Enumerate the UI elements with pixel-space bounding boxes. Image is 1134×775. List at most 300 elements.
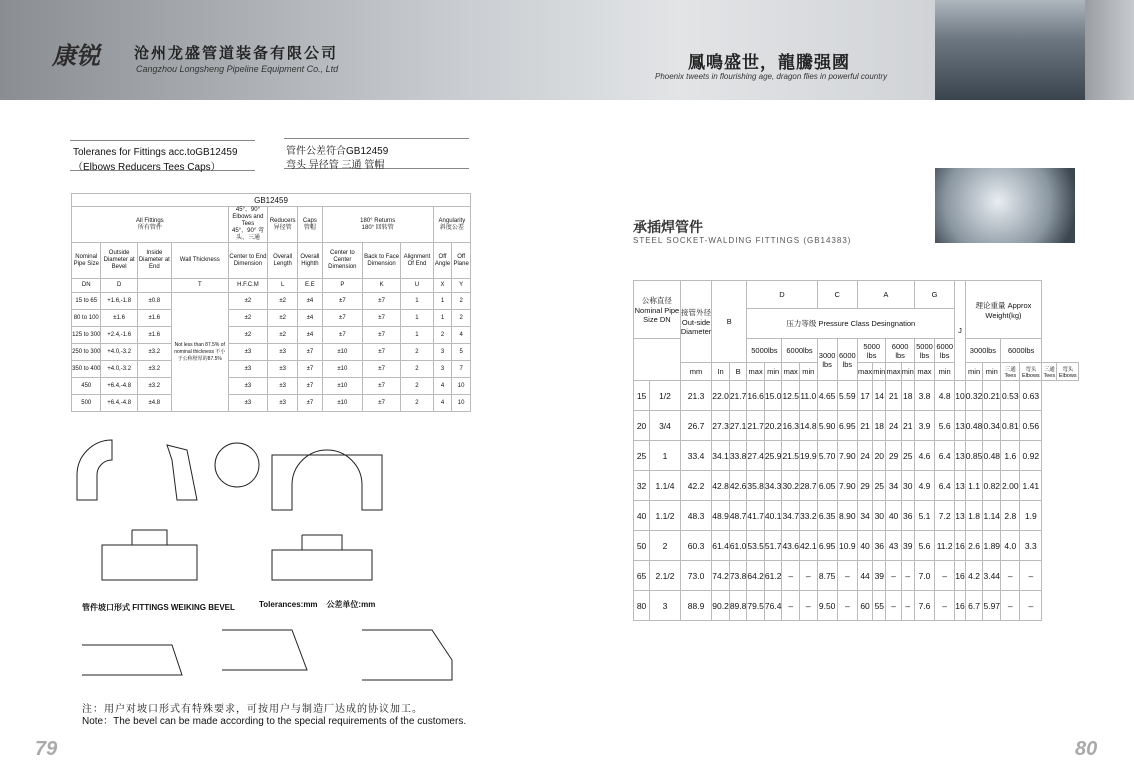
table-cell: 21.7 (747, 411, 765, 441)
elbow-drawing (77, 440, 112, 500)
table-cell: 61.0 (729, 531, 747, 561)
table-cell: ±3 (228, 378, 268, 395)
socket-weld-table (633, 280, 1079, 621)
table-cell: ±4.8 (137, 395, 171, 412)
table-cell: 34 (886, 471, 901, 501)
col-b: B (712, 281, 747, 363)
tolerance-title-en: Toleranes for Fittings acc.toGB12459 (73, 147, 238, 158)
table-cell: 79.5 (747, 591, 765, 621)
unit-cell: max (886, 363, 901, 381)
gb-col-symbol: DN (72, 279, 101, 293)
table-cell: ±3 (228, 395, 268, 412)
table-cell: 250 to 300 (72, 344, 101, 361)
col-weight: 理论重量 Approx Weight(kg) (965, 281, 1041, 339)
table-cell: – (800, 591, 818, 621)
table-cell: 4 (433, 378, 452, 395)
bevel-1-drawing (82, 645, 182, 675)
table-cell: 4.2 (965, 561, 983, 591)
table-cell: 16.3 (782, 411, 800, 441)
table-cell: 1/2 (650, 381, 681, 411)
table-cell: 5.59 (837, 381, 857, 411)
unit-cell: In (712, 363, 730, 381)
table-cell: 1.14 (983, 501, 1001, 531)
table-cell: 15 (634, 381, 650, 411)
logo: 康锐 (52, 41, 100, 70)
gb-col-symbol: X (433, 279, 452, 293)
group-label-cn: 斜度公差 (439, 224, 464, 231)
table-cell: – (782, 561, 800, 591)
unit-cell: min (873, 363, 886, 381)
table-cell: – (886, 561, 901, 591)
table-cell: ±7 (363, 361, 401, 378)
group-label-cn: 所有管件 (137, 224, 162, 231)
table-cell: 51.7 (764, 531, 782, 561)
dn-sub (634, 339, 681, 381)
table-cell: – (1020, 591, 1042, 621)
table-cell: – (886, 591, 901, 621)
table-cell: 3.9 (914, 411, 934, 441)
table-cell: 30.2 (782, 471, 800, 501)
table-cell: 48.7 (729, 501, 747, 531)
table-cell: 27.4 (747, 441, 765, 471)
gb-col-header: Inside Diameter at End (137, 243, 171, 279)
table-cell: 90.2 (712, 591, 730, 621)
table-cell: 1.8 (965, 501, 983, 531)
group-label: Angularity (438, 217, 466, 224)
table-cell: 1 (433, 310, 452, 327)
table-cell: 0.21 (983, 381, 1001, 411)
table-cell: 40 (886, 501, 901, 531)
table-cell: 7.2 (935, 501, 955, 531)
table-cell: 0.92 (1020, 441, 1042, 471)
table-cell: 40.1 (764, 501, 782, 531)
table-cell: 33.2 (800, 501, 818, 531)
group-returns (322, 207, 433, 243)
table-cell: 450 (72, 378, 101, 395)
table-cell: 10 (452, 395, 471, 412)
unit-cell: B (729, 363, 747, 381)
gb-col-header: Outside Diameter at Bevel (101, 243, 137, 279)
table-cell: +4.0,-3.2 (101, 344, 137, 361)
table-cell: 43.6 (782, 531, 800, 561)
unit-cell: max (747, 363, 765, 381)
socket-title-en: STEEL SOCKET-WALDING FITTINGS (GB14383) (633, 236, 852, 245)
table-cell: 28.7 (800, 471, 818, 501)
table-cell: 16 (955, 561, 965, 591)
table-cell: 50 (634, 531, 650, 561)
gb12459-table (71, 193, 471, 412)
group-caps (298, 207, 323, 243)
table-cell: 29 (886, 441, 901, 471)
table-cell: +2.4,-1.6 (101, 327, 137, 344)
table-cell: 60.3 (680, 531, 711, 561)
table-cell: ±7 (363, 327, 401, 344)
gb-col-symbol: P (322, 279, 362, 293)
header-right-fill (1085, 0, 1134, 100)
table-cell: 1.9 (1020, 501, 1042, 531)
table-cell: 40 (857, 531, 872, 561)
table-cell: +4.0,-3.2 (101, 361, 137, 378)
table-cell: – (1020, 561, 1042, 591)
table-cell: 2 (401, 344, 434, 361)
table-cell: ±7 (363, 378, 401, 395)
table-row (72, 378, 471, 395)
table-cell: 2 (401, 361, 434, 378)
tolerance-subtitle-cn: 弯头 异径管 三通 管帽 (286, 160, 385, 171)
table-cell: 2.00 (1001, 471, 1020, 501)
table-row (72, 395, 471, 412)
table-cell: – (901, 561, 914, 591)
table-cell: ±2 (268, 310, 298, 327)
table-cell: ±3 (228, 344, 268, 361)
table-cell: 2 (452, 293, 471, 310)
table-row (72, 293, 471, 310)
table-cell: 73.0 (680, 561, 711, 591)
note-cn: 注：用户对坡口形式有特殊要求，可按用户与制造厂达成的协议加工。 (82, 704, 423, 715)
col-dn: 公称直径 Nominal Pipe Size DN (634, 281, 681, 339)
table-cell: ±10 (322, 361, 362, 378)
table-cell: 43 (886, 531, 901, 561)
col-a: A (857, 281, 914, 309)
table-cell: 1.89 (983, 531, 1001, 561)
unit-cell: 弯头 Elbows (1020, 363, 1042, 381)
table-cell: 33.8 (729, 441, 747, 471)
table-cell: 25 (873, 471, 886, 501)
table-cell: 33.4 (680, 441, 711, 471)
table-cell: 24 (857, 441, 872, 471)
table-cell: 5.97 (983, 591, 1001, 621)
bevel-2-drawing (222, 630, 307, 670)
table-cell: 6.4 (935, 441, 955, 471)
table-cell: 0.85 (965, 441, 983, 471)
table-row (634, 411, 1079, 441)
pressure-class: 压力等级 Pressure Class Desingnation (747, 309, 955, 339)
d-5000: 5000lbs (747, 339, 782, 363)
table-cell: 3.3 (1020, 531, 1042, 561)
table-row (634, 561, 1079, 591)
table-cell: +6.4,-4.8 (101, 395, 137, 412)
table-cell: 27.1 (729, 411, 747, 441)
table-cell: ±1.6 (101, 310, 137, 327)
unit-cell: min (983, 363, 1001, 381)
table-cell: 41.7 (747, 501, 765, 531)
table-cell: 0.81 (1001, 411, 1020, 441)
table-cell: 13 (955, 471, 965, 501)
table-cell: 14 (873, 381, 886, 411)
tolerance-unit-en: Tolerances:mm (259, 600, 318, 609)
table-cell: 61.4 (712, 531, 730, 561)
table-cell: ±3 (268, 344, 298, 361)
unit-cell: 三通 Tees (1042, 363, 1057, 381)
table-cell: – (837, 561, 857, 591)
table-cell: 13 (955, 501, 965, 531)
table-cell: – (1001, 561, 1020, 591)
table-cell: 61.2 (764, 561, 782, 591)
gb-col-header: Nominal Pipe Size (72, 243, 101, 279)
page-number-right: 80 (1075, 738, 1098, 760)
tolerance-unit-cn: 公差单位:mm (326, 600, 376, 609)
table-cell: 125 to 300 (72, 327, 101, 344)
table-cell: ±7 (363, 293, 401, 310)
tolerance-subtitle-en: （Elbows Reducers Tees Caps） (73, 162, 221, 173)
table-cell: ±3 (268, 395, 298, 412)
table-cell: 1 (650, 441, 681, 471)
table-cell: ±3 (268, 361, 298, 378)
table-cell: 42.8 (712, 471, 730, 501)
table-row (634, 441, 1079, 471)
table-cell: 1 (433, 293, 452, 310)
unit-cell: mm (680, 363, 711, 381)
group-angularity (433, 207, 470, 243)
table-cell: ±2 (268, 327, 298, 344)
group-label: Reducers (269, 217, 296, 224)
table-cell: 48.3 (680, 501, 711, 531)
group-label-cn: 45°、90° 弯头、三通 (232, 228, 264, 241)
gb-col-symbol: T (171, 279, 228, 293)
table-cell: ±7 (363, 310, 401, 327)
table-cell: 8.75 (817, 561, 837, 591)
table-cell: 500 (72, 395, 101, 412)
group-reducers (268, 207, 298, 243)
table-cell: 34.3 (764, 471, 782, 501)
table-cell: 32 (634, 471, 650, 501)
table-cell: 25 (901, 441, 914, 471)
table-cell: 3 (433, 344, 452, 361)
d-6000: 6000lbs (782, 339, 817, 363)
table-cell: 6.95 (837, 411, 857, 441)
table-cell: 42.6 (729, 471, 747, 501)
table-cell: 29 (857, 471, 872, 501)
table-cell: 4.8 (935, 381, 955, 411)
unit-cell: max (782, 363, 800, 381)
table-cell: ±3 (268, 378, 298, 395)
a-6000: 6000 lbs (886, 339, 914, 363)
table-cell: 18 (873, 411, 886, 441)
group-elbows (228, 207, 268, 243)
table-cell: 7.6 (914, 591, 934, 621)
table-cell: – (1001, 591, 1020, 621)
elbow45-drawing (167, 445, 197, 500)
table-cell: 76.4 (764, 591, 782, 621)
col-c: C (817, 281, 857, 309)
table-cell: 20 (873, 441, 886, 471)
table-cell: 25 (634, 441, 650, 471)
bevel-3-drawing (362, 630, 452, 680)
table-cell: 3 (650, 591, 681, 621)
table-cell: 30 (901, 471, 914, 501)
unit-cell: min (935, 363, 955, 381)
table-cell: 15 to 65 (72, 293, 101, 310)
table-cell: 14.8 (800, 411, 818, 441)
table-cell: 0.82 (983, 471, 1001, 501)
table-cell: 21.5 (782, 441, 800, 471)
table-cell: 34.7 (782, 501, 800, 531)
gb-col-header: Off Plane (452, 243, 471, 279)
table-cell: 65 (634, 561, 650, 591)
unit-cell: max (914, 363, 934, 381)
group-label-cn: 管帽 (303, 224, 316, 231)
table-cell: ±3 (228, 361, 268, 378)
table-cell: 6.7 (965, 591, 983, 621)
table-cell: 10 (955, 381, 965, 411)
table-cell: 6.95 (817, 531, 837, 561)
table-cell: ±0.8 (137, 293, 171, 310)
gb-col-symbol: D (101, 279, 137, 293)
table-cell: 39 (873, 561, 886, 591)
table-cell: 73.8 (729, 561, 747, 591)
gb-col-symbol: K (363, 279, 401, 293)
table-cell: ±7 (298, 395, 323, 412)
table-cell: 60 (857, 591, 872, 621)
table-cell: 21.3 (680, 381, 711, 411)
table-cell: 88.9 (680, 591, 711, 621)
group-label: 45°、90° Elbows and Tees (232, 207, 264, 227)
table-cell: +1.6,-1.8 (101, 293, 137, 310)
gb-col-symbol (137, 279, 171, 293)
company-name-en: Cangzhou Longsheng Pipeline Equipment Co., Ltd (136, 64, 339, 74)
table-cell: 5.70 (817, 441, 837, 471)
table-cell: 36 (901, 501, 914, 531)
unit-cell: min (965, 363, 983, 381)
table-cell: ±7 (363, 344, 401, 361)
table-cell: 39 (901, 531, 914, 561)
table-cell: 5.6 (935, 411, 955, 441)
table-row (634, 501, 1079, 531)
gb-col-symbol: L (268, 279, 298, 293)
group-label: 180° Returns (360, 217, 396, 224)
table-cell: 0.48 (965, 411, 983, 441)
table-cell: 13 (955, 441, 965, 471)
table-cell: 27.3 (712, 411, 730, 441)
col-d: D (747, 281, 817, 309)
table-cell: 1.1/2 (650, 501, 681, 531)
table-cell: 1 (401, 293, 434, 310)
col-g: G (914, 281, 954, 309)
group-all-fittings (72, 207, 229, 243)
table-cell: 34 (857, 501, 872, 531)
table-cell: 74.2 (712, 561, 730, 591)
gb-col-header: Center to End Dimension (228, 243, 268, 279)
table-cell: 4.65 (817, 381, 837, 411)
gb-col-header: Back to Face Dimension (363, 243, 401, 279)
table-cell: 2 (433, 327, 452, 344)
table-cell: – (935, 561, 955, 591)
return-drawing (272, 450, 382, 510)
table-cell: 2.8 (1001, 501, 1020, 531)
table-cell: 10.9 (837, 531, 857, 561)
table-cell: ±4 (298, 293, 323, 310)
table-cell: 3.44 (983, 561, 1001, 591)
table-cell: 35.8 (747, 471, 765, 501)
col-od: 接管外径 Out-side Diameter (680, 281, 711, 363)
table-row (634, 591, 1079, 621)
w-6000: 6000lbs (1001, 339, 1042, 363)
tee-top-drawing (215, 443, 259, 487)
wall-note: Not less than 87.5% of nominal thickness 不小于公称壁厚的87.5% (171, 293, 228, 412)
ship-photo (935, 0, 1085, 100)
gb-col-symbol: H.F.C.M (228, 279, 268, 293)
divider (284, 138, 469, 139)
table-cell: 8.90 (837, 501, 857, 531)
tolerance-title-cn: 管件公差符合GB12459 (286, 146, 389, 157)
table-cell: 3/4 (650, 411, 681, 441)
table-row (634, 531, 1079, 561)
table-cell: 9.50 (817, 591, 837, 621)
table-cell: 16 (955, 591, 965, 621)
table-cell: 2 (401, 378, 434, 395)
table-cell: 10 (452, 378, 471, 395)
table-cell: 5.6 (914, 531, 934, 561)
company-name-cn: 沧州龙盛管道装备有限公司 (134, 45, 339, 62)
table-cell: 80 (634, 591, 650, 621)
table-cell: 1.1 (965, 471, 983, 501)
table-cell: ±3.2 (137, 344, 171, 361)
table-cell: 1 (401, 310, 434, 327)
table-cell: 6.05 (817, 471, 837, 501)
bevel-drawings (72, 430, 472, 700)
table-cell: 42.1 (800, 531, 818, 561)
table-cell: 36 (873, 531, 886, 561)
table-cell: ±7 (322, 310, 362, 327)
table-cell: 7.90 (837, 441, 857, 471)
table-cell: 55 (873, 591, 886, 621)
g-5000: 5000 lbs (914, 339, 934, 363)
table-cell: 21 (901, 411, 914, 441)
gb-col-header: Off Angle (433, 243, 452, 279)
tolerance-unit (259, 599, 375, 610)
table-cell: – (901, 591, 914, 621)
table-cell: ±10 (322, 378, 362, 395)
table-cell: 350 to 400 (72, 361, 101, 378)
table-cell: 22.0 (712, 381, 730, 411)
table-row (634, 381, 1079, 411)
gb-col-header: Overall Length (268, 243, 298, 279)
table-cell: ±1.6 (137, 310, 171, 327)
table-row (72, 361, 471, 378)
table-cell: ±7 (322, 327, 362, 344)
table-cell: ±10 (322, 344, 362, 361)
page-number-left: 79 (35, 738, 58, 760)
table-cell: ±3.2 (137, 361, 171, 378)
reducer-drawing (272, 535, 372, 580)
table-cell: 1.1/4 (650, 471, 681, 501)
table-cell: 21 (886, 381, 901, 411)
table-cell: 11.0 (800, 381, 818, 411)
table-cell: 11.2 (935, 531, 955, 561)
table-cell: 15.0 (764, 381, 782, 411)
table-cell: 4 (433, 395, 452, 412)
table-row (72, 310, 471, 327)
table-cell: 25.9 (764, 441, 782, 471)
table-cell: 34.1 (712, 441, 730, 471)
table-cell: 13 (955, 411, 965, 441)
table-cell: 1.6 (1001, 441, 1020, 471)
table-cell: 0.63 (1020, 381, 1042, 411)
c-6000: 6000 lbs (837, 339, 857, 381)
table-cell: 20 (634, 411, 650, 441)
table-cell: 6.35 (817, 501, 837, 531)
table-cell: 5.90 (817, 411, 837, 441)
table-cell: 53.5 (747, 531, 765, 561)
table-cell: 2 (401, 395, 434, 412)
table-cell: – (800, 561, 818, 591)
table-cell: 21 (857, 411, 872, 441)
table-cell: 17 (857, 381, 872, 411)
table-cell: 2 (452, 310, 471, 327)
group-label-cn: 180° 回转管 (361, 224, 394, 231)
table-cell: ±7 (363, 395, 401, 412)
gb-col-symbol: U (401, 279, 434, 293)
